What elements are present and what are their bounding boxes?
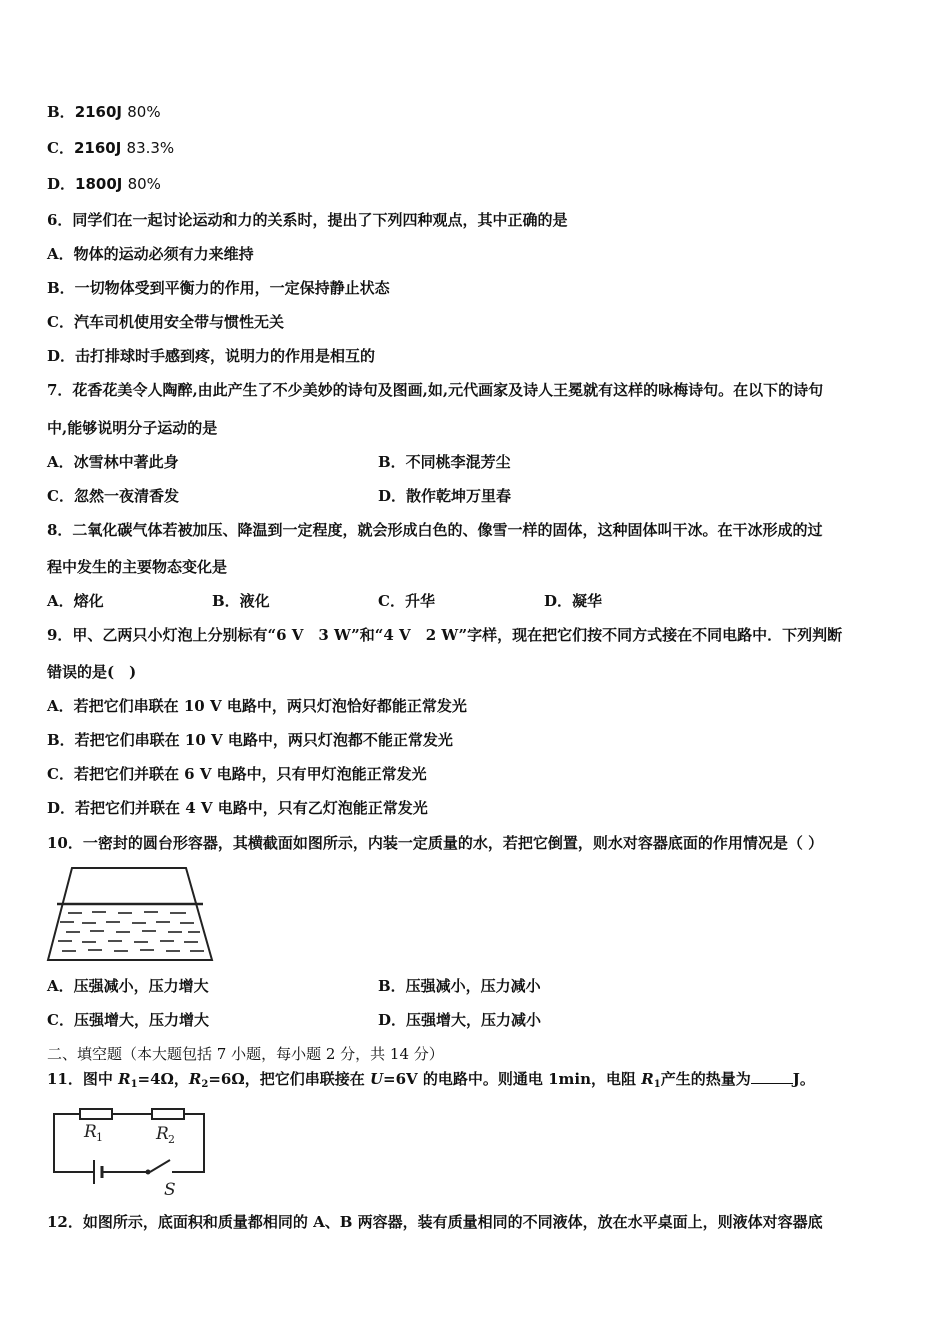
q10-option-b: B．压强减小，压力减小 <box>378 977 541 995</box>
circuit-label-r2: R <box>156 1124 169 1144</box>
q8-stem-line1: 8．二氧化碳气体若被加压、降温到一定程度，就会形成白色的、像雪一样的固体，这种固体叫干冰。在干冰形成的过 <box>47 521 823 539</box>
q6-option-c: C．汽车司机使用安全带与惯性无关 <box>47 313 284 331</box>
q5-option-d: D．1800J 80% <box>47 175 161 193</box>
q9-option-c: C．若把它们并联在 6 V 电路中，只有甲灯泡能正常发光 <box>47 765 427 783</box>
q5-option-b: B．2160J 80% <box>47 103 161 121</box>
q9-option-d: D．若把它们并联在 4 V 电路中，只有乙灯泡能正常发光 <box>47 799 428 817</box>
q9-option-b: B．若把它们串联在 10 V 电路中，两只灯泡都不能正常发光 <box>47 731 453 749</box>
circuit-label-r1: R <box>84 1122 97 1142</box>
q7-option-d: D．散作乾坤万里春 <box>378 487 512 505</box>
section-title-fill-in: 二、填空题（本大题包括 7 小题，每小题 2 分，共 14 分） <box>47 1045 444 1063</box>
q5-option-c: C．2160J 83.3% <box>47 139 175 157</box>
q8-stem-line2: 程中发生的主要物态变化是 <box>47 558 228 576</box>
answer-blank[interactable] <box>751 1071 793 1084</box>
q6-option-a: A．物体的运动必须有力来维持 <box>47 245 254 263</box>
q7-option-b: B．不同桃李混芳尘 <box>378 453 511 471</box>
q10-stem: 10．一密封的圆台形容器，其横截面如图所示，内装一定质量的水，若把它倒置，则水对容器底面的作用情况是（ ） <box>47 834 824 852</box>
q7-stem-line1: 7．花香花美令人陶醉,由此产生了不少美妙的诗句及图画,如,元代画家及诗人王冕就有这样的咏梅诗句。在以下的诗句 <box>47 381 824 399</box>
q9-stem-line2: 错误的是( ) <box>47 663 137 681</box>
q8-option-b: B．液化 <box>212 592 270 610</box>
q7-option-c: C．忽然一夜清香发 <box>47 487 179 505</box>
q6-option-d: D．击打排球时手感到疼，说明力的作用是相互的 <box>47 347 376 365</box>
q10-option-a: A．压强减小，压力增大 <box>47 977 209 995</box>
q6-option-b: B．一切物体受到平衡力的作用，一定保持静止状态 <box>47 279 390 297</box>
q11-stem: 11．图中 $R_1=4\Omega$，$R_2=6\Omega$，把它们串联接在 U=6V 的电路中。则通电 1min，电阻 $R_1$产生的热量为 J。 <box>47 1070 815 1090</box>
q8-option-d: D．凝华 <box>544 592 603 610</box>
q8-option-c: C．升华 <box>378 592 435 610</box>
q6-stem: 6．同学们在一起讨论运动和力的关系时，提出了下列四种观点，其中正确的是 <box>47 211 568 229</box>
q9-option-a: A．若把它们串联在 10 V 电路中，两只灯泡恰好都能正常发光 <box>47 697 467 715</box>
q10-option-d: D．压强增大，压力减小 <box>378 1011 542 1029</box>
circuit-label-r2-sub: 2 <box>168 1133 175 1146</box>
circuit-label-r1-sub: 1 <box>96 1131 103 1144</box>
frustum-container-diagram <box>46 866 216 964</box>
q12-stem: 12．如图所示，底面积和质量都相同的 A、B 两容器，装有质量相同的不同液体，放在水平桌面上，则液体对容器底 <box>47 1213 823 1231</box>
q10-option-c: C．压强增大，压力增大 <box>47 1011 209 1029</box>
q8-option-a: A．熔化 <box>47 592 104 610</box>
q9-stem-line1: 9．甲、乙两只小灯泡上分别标有“6 V 3 W”和“4 V 2 W”字样，现在把它们按不同方式接在不同电路中．下列判断 <box>47 626 843 644</box>
q7-stem-line2: 中,能够说明分子运动的是 <box>47 419 218 437</box>
q7-option-a: A．冰雪林中著此身 <box>47 453 179 471</box>
circuit-label-switch: S <box>164 1180 176 1200</box>
circuit-diagram <box>46 1104 216 1200</box>
